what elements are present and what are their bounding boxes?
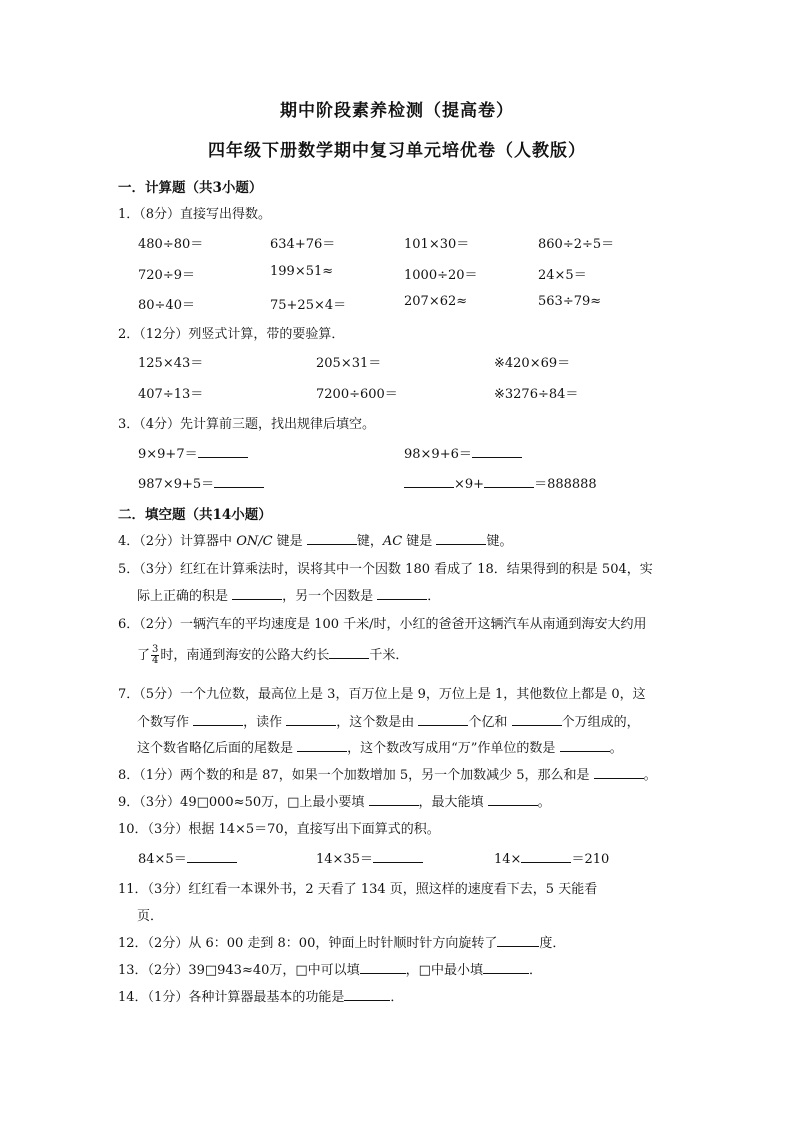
q7-text: 。	[609, 741, 623, 756]
answer-blank[interactable]	[307, 532, 357, 545]
q3-item	[138, 443, 248, 462]
answer-blank[interactable]	[329, 646, 369, 659]
q2-cell: 7200÷600＝	[316, 387, 398, 402]
q14	[118, 986, 403, 1005]
answer-blank[interactable]	[472, 445, 522, 458]
q4	[118, 530, 512, 549]
q5-text: ．	[427, 589, 441, 604]
q7-line2	[137, 711, 640, 730]
q11-line1: 11．（3分）红红看一本课外书，2 天看了 134 页，照这样的速度看下去，5 天能看	[118, 882, 598, 897]
q1-cell: 199×51≈	[270, 264, 334, 279]
q7-text: 这个数省略亿后面的尾数是	[137, 741, 298, 756]
q10-expr: 84×5＝	[138, 852, 187, 867]
answer-blank[interactable]	[594, 766, 644, 779]
q13-text: ．	[528, 963, 542, 978]
q4-text: 键是	[272, 534, 307, 549]
q6-text: 时，南通到海安的公路大约长	[160, 648, 330, 663]
q13-text: ，□中最小填	[405, 963, 483, 978]
q12-text: 度．	[539, 936, 566, 951]
q13	[118, 959, 542, 978]
q1-cell: 860÷2÷5＝	[538, 237, 615, 252]
q7-line1: 7．（5分）一个九位数，最高位上是 3，百万位上是 9，万位上是 1，其他数位上都是 0，这	[118, 687, 646, 702]
q9-text: 。	[537, 795, 551, 810]
ac-key-label: AC	[382, 534, 403, 549]
answer-blank[interactable]	[187, 850, 237, 863]
q4-text: 键是	[402, 534, 437, 549]
answer-blank[interactable]	[404, 475, 454, 488]
q8-text: 8．（1分）两个数的和是 87，如果一个加数增加 5，另一个加数减少 5，那么和是	[118, 768, 594, 783]
q10-item	[316, 848, 423, 867]
q12	[118, 932, 565, 951]
q1-cell: 563÷79≈	[538, 294, 602, 309]
title-sub: 四年级下册数学期中复习单元培优卷（人教版）	[208, 141, 586, 161]
q3-expr: ×9+	[454, 477, 485, 492]
q4-text: 键。	[486, 534, 513, 549]
q3-item	[404, 473, 597, 492]
q7-text: ，读作	[243, 715, 287, 730]
q6-text: 了	[137, 648, 151, 663]
q1-cell: 1000÷20＝	[404, 268, 478, 283]
answer-blank[interactable]	[360, 961, 406, 974]
fraction-numerator: 3	[152, 644, 159, 655]
q14-text: 14．（1分）各种计算器最基本的功能是	[118, 990, 345, 1005]
q7-text: 个亿和	[468, 715, 512, 730]
answer-blank[interactable]	[377, 587, 427, 600]
answer-blank[interactable]	[297, 739, 347, 752]
q1-cell: 720÷9＝	[138, 268, 195, 283]
q7-text: ，这个数改写成用“万”作单位的数是	[347, 741, 560, 756]
q8-text: 。	[643, 768, 657, 783]
fraction-denominator: 4	[152, 655, 159, 666]
q2-cell: 125×43＝	[138, 356, 204, 371]
q8	[118, 764, 657, 783]
section-calc-heading: 一．计算题（共3小题）	[118, 180, 263, 196]
q9	[118, 791, 551, 810]
q5-text: 际上正确的积是	[137, 589, 233, 604]
q1-cell: 101×30＝	[404, 237, 470, 252]
q13-text: 13．（2分）39□943≈40万，□中可以填	[118, 963, 360, 978]
q6-line2	[137, 644, 408, 666]
q9-text: ，最大能填	[418, 795, 488, 810]
title-main: 期中阶段素养检测（提高卷）	[280, 101, 514, 121]
q7-line3	[137, 737, 623, 756]
q14-text: ．	[390, 990, 404, 1005]
q2-cell: 205×31＝	[316, 356, 382, 371]
q1-cell: 24×5＝	[538, 268, 587, 283]
q1-cell: 75+25×4＝	[270, 298, 347, 313]
q3-item	[404, 443, 522, 462]
q10-expr: ＝210	[571, 852, 610, 867]
q3-expr: ＝888888	[534, 477, 597, 492]
q10-item	[138, 848, 237, 867]
q5-line2	[137, 585, 440, 604]
answer-blank[interactable]	[193, 713, 243, 726]
q5-text: ，另一个因数是	[282, 589, 378, 604]
answer-blank[interactable]	[497, 934, 539, 947]
answer-blank[interactable]	[418, 713, 468, 726]
q3-expr: 98×9+6＝	[404, 447, 472, 462]
q10-stem: 10．（3分）根据 14×5＝70，直接写出下面算式的积。	[118, 822, 440, 837]
answer-blank[interactable]	[369, 793, 419, 806]
q1-cell: 80÷40＝	[138, 298, 195, 313]
q10-item	[494, 848, 609, 867]
answer-blank[interactable]	[484, 475, 534, 488]
q10-expr: 14×35＝	[316, 852, 373, 867]
answer-blank[interactable]	[488, 793, 538, 806]
answer-blank[interactable]	[436, 532, 486, 545]
q7-text: 个数写作	[137, 715, 194, 730]
q12-text: 12．（2分）从 6：00 走到 8：00，钟面上时针顺时针方向旋转了	[118, 936, 498, 951]
q1-cell: 480÷80＝	[138, 237, 204, 252]
q1-stem: 1．（8分）直接写出得数。	[118, 207, 272, 222]
q6-line1: 6．（2分）一辆汽车的平均速度是 100 千米/时，小红的爸爸开这辆汽车从南通到海安大约用	[118, 617, 647, 632]
q11-line2: 页．	[137, 909, 164, 924]
q3-item	[138, 473, 264, 492]
q7-text: 个万组成的，	[561, 715, 640, 730]
section-fill-heading: 二．填空题（共14小题）	[118, 507, 272, 523]
q5-line1: 5．（3分）红红在计算乘法时，误将其中一个因数 180 看成了 18．结果得到的积是 504，实	[118, 562, 653, 577]
q10-expr: 14×	[494, 852, 522, 867]
q1-cell: 634+76＝	[270, 237, 336, 252]
answer-blank[interactable]	[198, 445, 248, 458]
answer-blank[interactable]	[286, 713, 336, 726]
answer-blank[interactable]	[373, 850, 423, 863]
answer-blank[interactable]	[512, 713, 562, 726]
q3-expr: 987×9+5＝	[138, 477, 215, 492]
answer-blank[interactable]	[344, 988, 390, 1001]
fraction	[151, 645, 159, 666]
answer-blank[interactable]	[560, 739, 610, 752]
q6-text: 千米．	[369, 648, 409, 663]
answer-blank[interactable]	[232, 587, 282, 600]
q3-expr: 9×9+7＝	[138, 447, 198, 462]
q9-text: 9．（3分）49□000≈50万，□上最小要填	[118, 795, 369, 810]
answer-blank[interactable]	[214, 475, 264, 488]
q4-text: 键，	[356, 534, 383, 549]
answer-blank[interactable]	[483, 961, 529, 974]
q2-cell: 407÷13＝	[138, 387, 204, 402]
onc-key-label: ON/C	[236, 534, 273, 549]
q7-text: ，这个数是由	[336, 715, 419, 730]
q3-stem: 3．（4分）先计算前三题，找出规律后填空。	[118, 417, 376, 432]
q2-cell: ※3276÷84＝	[494, 387, 579, 402]
q2-stem: 2．（12分）列竖式计算，带的要验算．	[118, 327, 345, 342]
answer-blank[interactable]	[521, 850, 571, 863]
q4-text: 4．（2分）计算器中	[118, 534, 237, 549]
q1-cell: 207×62≈	[404, 294, 468, 309]
q2-cell: ※420×69＝	[494, 356, 571, 371]
